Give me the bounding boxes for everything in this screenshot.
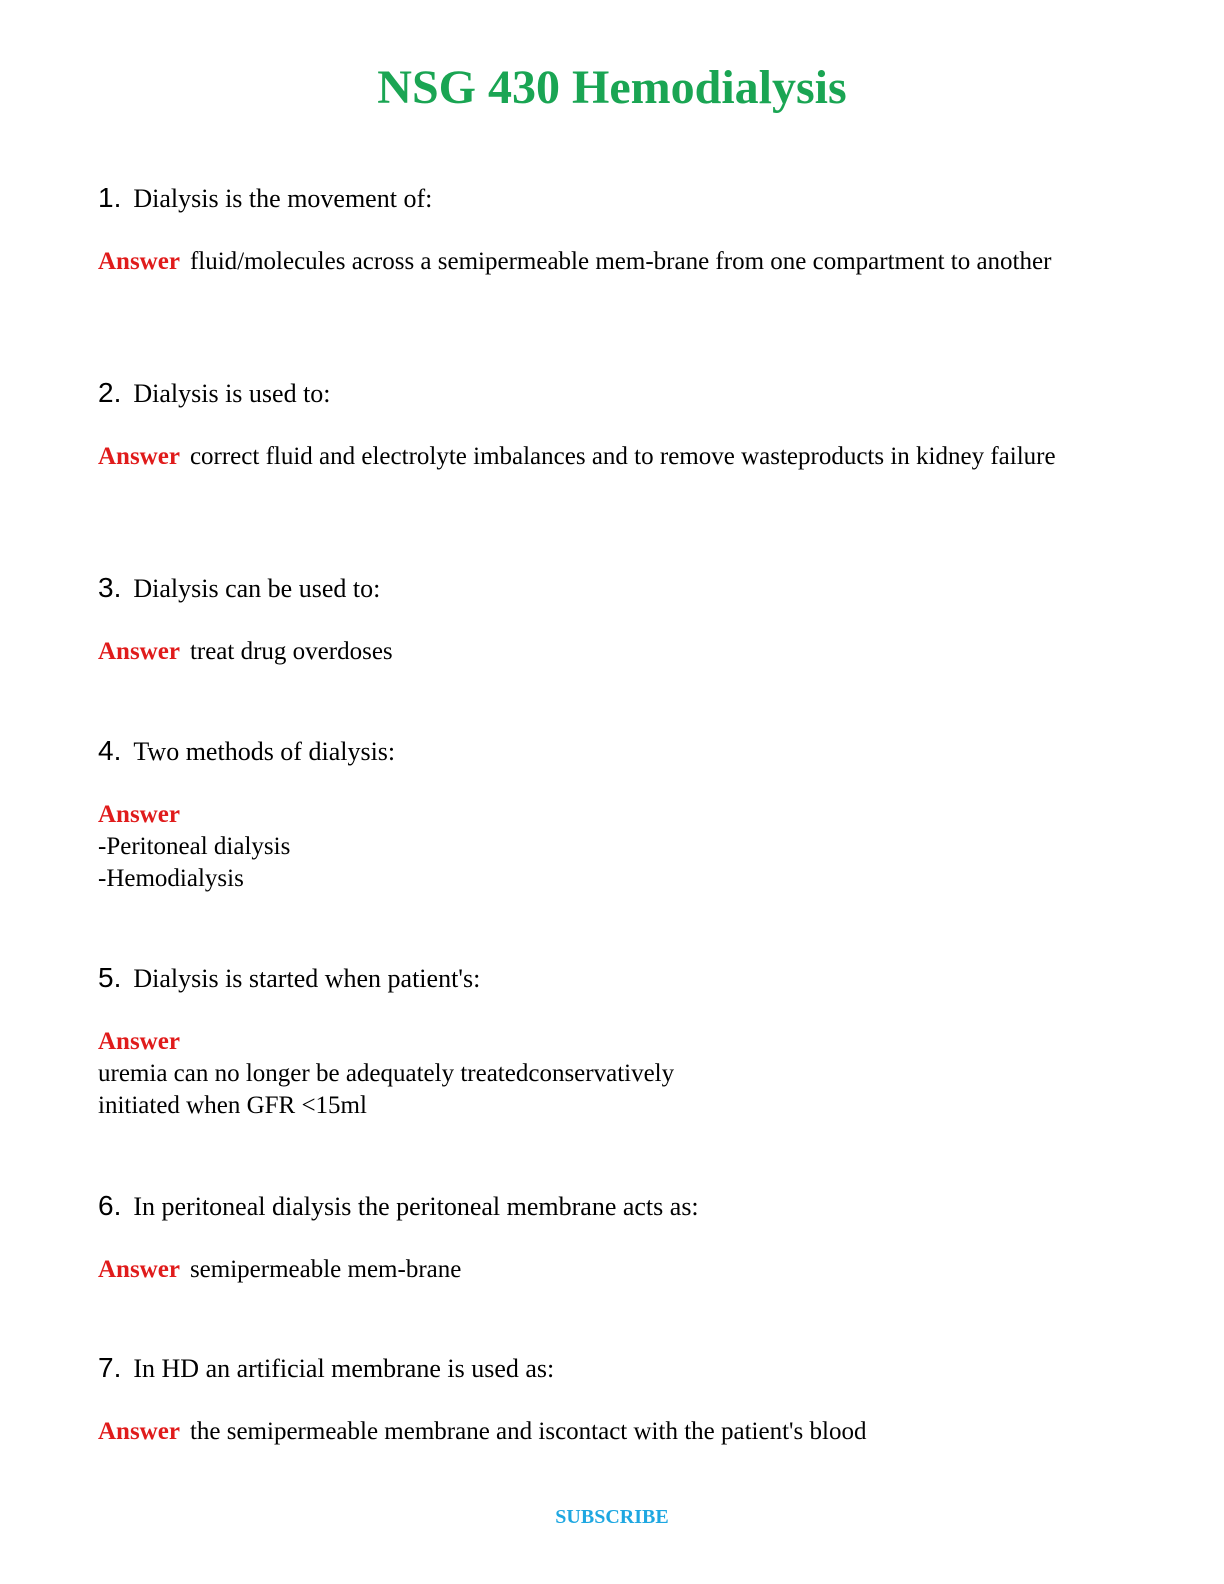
answer-text: semipermeable mem-brane <box>189 1256 462 1283</box>
answer-text: correct fluid and electrolyte imbalances and to remove wasteproducts in kidney failure <box>189 443 1056 470</box>
answer-line: uremia can no longer be adequately treatedconservatively <box>98 1060 675 1087</box>
question-number: 5. <box>98 962 122 993</box>
answer-label: Answer <box>98 638 180 665</box>
question-line <box>98 1352 1098 1384</box>
answer <box>98 1416 1098 1448</box>
answer-text: the semipermeable membrane and iscontact with the patient's blood <box>189 1418 867 1445</box>
question-text: Two methods of dialysis: <box>133 737 396 766</box>
answer-label: Answer <box>98 1028 180 1055</box>
answer-label: Answer <box>98 1418 180 1445</box>
question-line <box>98 182 1098 214</box>
question-line <box>98 572 1098 604</box>
question-text: In HD an artificial membrane is used as: <box>133 1354 555 1383</box>
question-text: Dialysis is the movement of: <box>133 184 433 213</box>
question-line <box>98 735 1098 767</box>
answer <box>98 1254 1098 1286</box>
subscribe-link[interactable]: SUBSCRIBE <box>555 1506 669 1528</box>
question-number: 1. <box>98 182 122 213</box>
answer <box>98 1026 1098 1122</box>
question-line <box>98 1190 1098 1222</box>
question-item-7 <box>98 1352 1098 1448</box>
question-item-5 <box>98 962 1098 1122</box>
answer <box>98 246 1098 278</box>
question-number: 4. <box>98 735 122 766</box>
answer-label: Answer <box>98 801 180 828</box>
answer <box>98 636 1098 668</box>
answer-line: -Hemodialysis <box>98 865 244 892</box>
answer-label: Answer <box>98 1256 180 1283</box>
question-item-3 <box>98 572 1098 668</box>
question-number: 6. <box>98 1190 122 1221</box>
question-item-6 <box>98 1190 1098 1286</box>
question-text: Dialysis is used to: <box>133 379 331 408</box>
question-number: 3. <box>98 572 122 603</box>
answer-text: treat drug overdoses <box>189 638 393 665</box>
question-text: Dialysis can be used to: <box>133 574 381 603</box>
answer <box>98 799 1098 895</box>
answer <box>98 441 1098 473</box>
question-line <box>98 962 1098 994</box>
answer-label: Answer <box>98 248 180 275</box>
page-title: NSG 430 Hemodialysis <box>377 61 847 114</box>
question-number: 2. <box>98 377 122 408</box>
question-line <box>98 377 1098 409</box>
question-item-4 <box>98 735 1098 895</box>
answer-line: initiated when GFR <15ml <box>98 1092 367 1119</box>
question-text: In peritoneal dialysis the peritoneal membrane acts as: <box>133 1192 699 1221</box>
answer-text: fluid/molecules across a semipermeable mem-brane from one compartment to another <box>189 248 1052 275</box>
answer-line: -Peritoneal dialysis <box>98 833 291 860</box>
question-item-1 <box>98 182 1098 278</box>
question-item-2 <box>98 377 1098 473</box>
question-text: Dialysis is started when patient's: <box>133 964 481 993</box>
question-number: 7. <box>98 1352 122 1383</box>
answer-label: Answer <box>98 443 180 470</box>
